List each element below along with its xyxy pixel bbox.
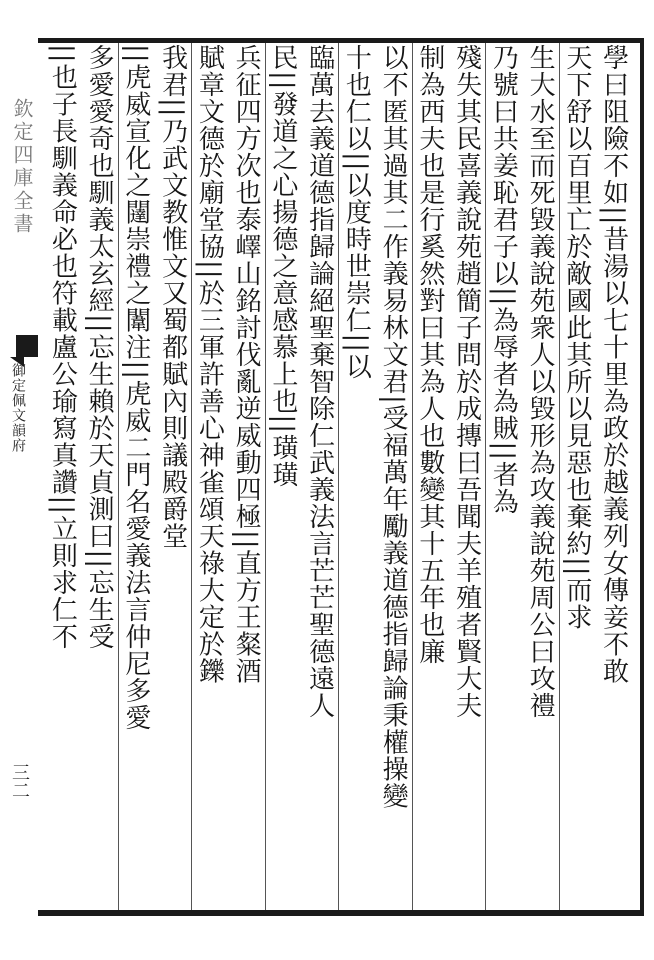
text-column: 學曰阻險不如||昔湯以七十里為政於越義列女傳妾不敢 — [598, 44, 629, 685]
frame-bottom-border — [38, 910, 644, 916]
text-column: 我君||乃武文教惟文又蜀都賦內則議殿爵堂 — [157, 44, 188, 550]
text-column: ||也子長馴義命必也符載盧公瑜寫真讚||立則求仁不 — [47, 44, 78, 651]
fish-tail-mark-icon — [16, 335, 38, 357]
text-column: 賦章文德於廟堂協||於三軍許善心神雀頌天祿大定於鑠 — [194, 44, 225, 685]
text-column: ||虎威宣化之闥崇禮之闈注||虎威二門名愛義法言仲尼多愛 — [120, 44, 151, 732]
collection-title: 欽定四庫全書 — [10, 98, 34, 236]
frame-right-border — [640, 38, 644, 916]
text-column: 十也仁以||以度時世崇仁||以 — [341, 44, 372, 381]
frame-top-border — [38, 38, 644, 43]
text-column: 生大水至而死毀義說苑衆人以毀形為攻義說苑周公曰攻禮 — [525, 44, 556, 719]
text-column: 乃號曰共姜恥君子以||為辱者為賊||者為 — [488, 44, 519, 516]
text-column: 以不匿其過其二作義易林文君|受福萬年勵義道德指歸論秉權操變 — [378, 44, 409, 810]
text-column: 制為西夫也是行奚然對曰其為人也數變其十五年也廉 — [414, 44, 445, 665]
text-column: 天下舒以百里亡於敵國此其所以見惡也棄約||而求 — [561, 44, 592, 631]
page-margin — [0, 43, 38, 910]
text-column: 臨萬去義道德指歸論絕聖棄智除仁武義法言芒芒聖德遠人 — [304, 44, 335, 719]
text-column: 民||發道之心揚德之意感慕上也||璜璜 — [267, 44, 298, 489]
text-column: 多愛愛奇也馴義太玄經||忘生賴於天貞測曰||忘生受 — [84, 44, 115, 651]
book-title: 御定佩文韻府 — [10, 363, 26, 453]
text-column: 殘失其民喜義說苑趙簡子問於成摶曰吾聞夫羊殖者賢大夫 — [451, 44, 482, 719]
page-number: 三二 — [9, 763, 30, 799]
text-column: 兵征四方次也泰嶧山銘討伐亂逆威動四極||直方王粲酒 — [231, 44, 262, 685]
